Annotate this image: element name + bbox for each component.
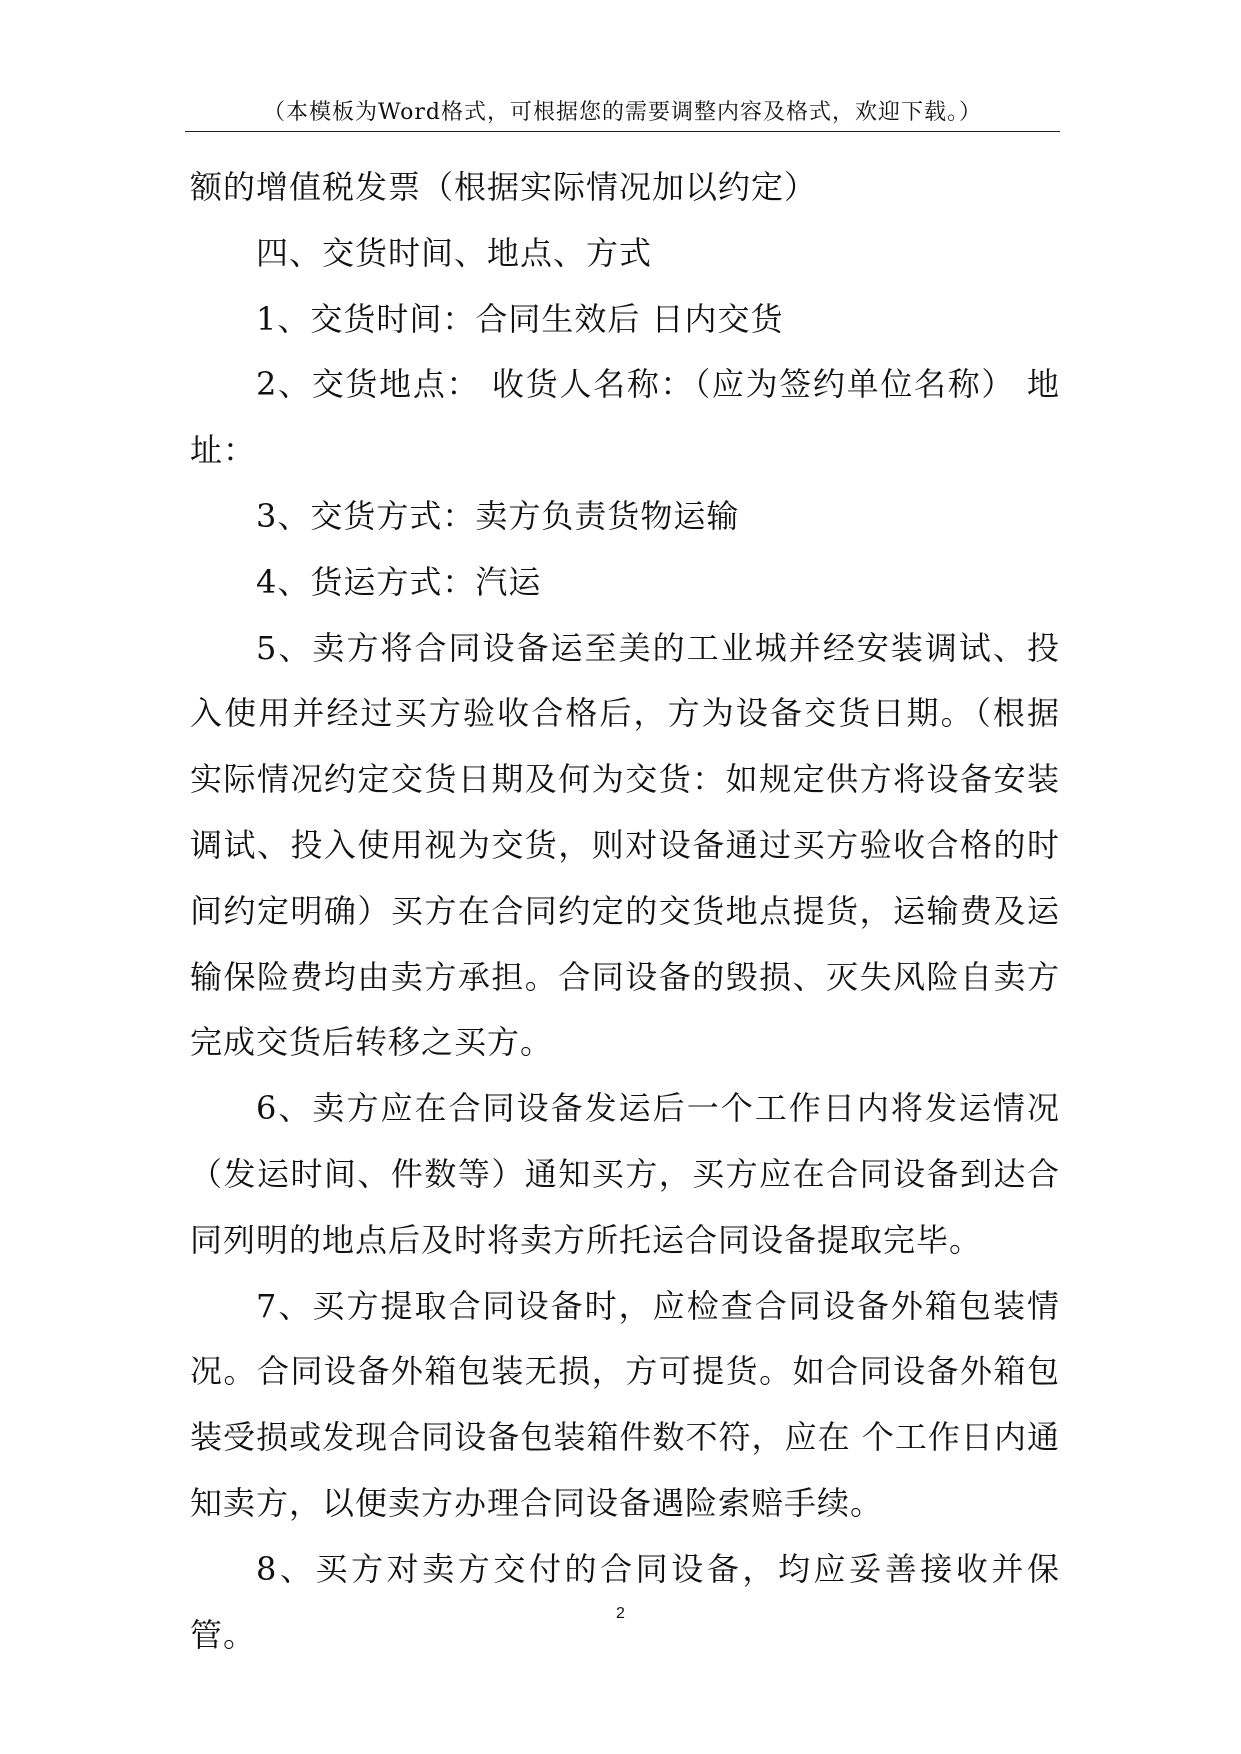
paragraph: 2、交货地点： 收货人名称：（应为签约单位名称） 地址： xyxy=(190,365,1060,470)
paragraph: 7、买方提取合同设备时，应检查合同设备外箱包装情况。合同设备外箱包装无损，方可提货。如合同设备外箱包装受损或发现合同设备包装箱件数不符，应在 个工作日内通知卖方，以便卖方办理合同设备遇险索赔手续。 xyxy=(190,1286,1060,1522)
document-body xyxy=(190,155,1060,1668)
paragraph: 3、交货方式：卖方负责货物运输 xyxy=(256,496,740,535)
paragraph: 5、卖方将合同设备运至美的工业城并经安装调试、投入使用并经过买方验收合格后，方为设备交货日期。（根据实际情况约定交货日期及何为交货：如规定供方将设备安装调试、投入使用视为交货，则对设备通过买方验收合格的时间约定明确）买方在合同约定的交货地点提货，运输费及运输保险费均由卖方承担。合同设备的毁损、灭失风险自卖方完成交货后转移之买方。 xyxy=(190,628,1060,1062)
section-heading: 四、交货时间、地点、方式 xyxy=(256,233,653,272)
header-divider xyxy=(185,131,1060,132)
paragraph: 1、交货时间：合同生效后 日内交货 xyxy=(256,299,784,338)
page-number: 2 xyxy=(616,1605,625,1622)
paragraph: 4、货运方式：汽运 xyxy=(256,562,542,601)
paragraph: 6、卖方应在合同设备发运后一个工作日内将发运情况（发运时间、件数等）通知买方，买方应在合同设备到达合同列明的地点后及时将卖方所托运合同设备提取完毕。 xyxy=(190,1089,1060,1259)
page-header: （本模板为Word格式，可根据您的需要调整内容及格式，欢迎下载。） xyxy=(263,100,982,125)
paragraph: 8、买方对卖方交付的合同设备，均应妥善接收并保管。 xyxy=(190,1549,1060,1654)
paragraph: 额的增值税发票（根据实际情况加以约定） xyxy=(190,168,818,206)
